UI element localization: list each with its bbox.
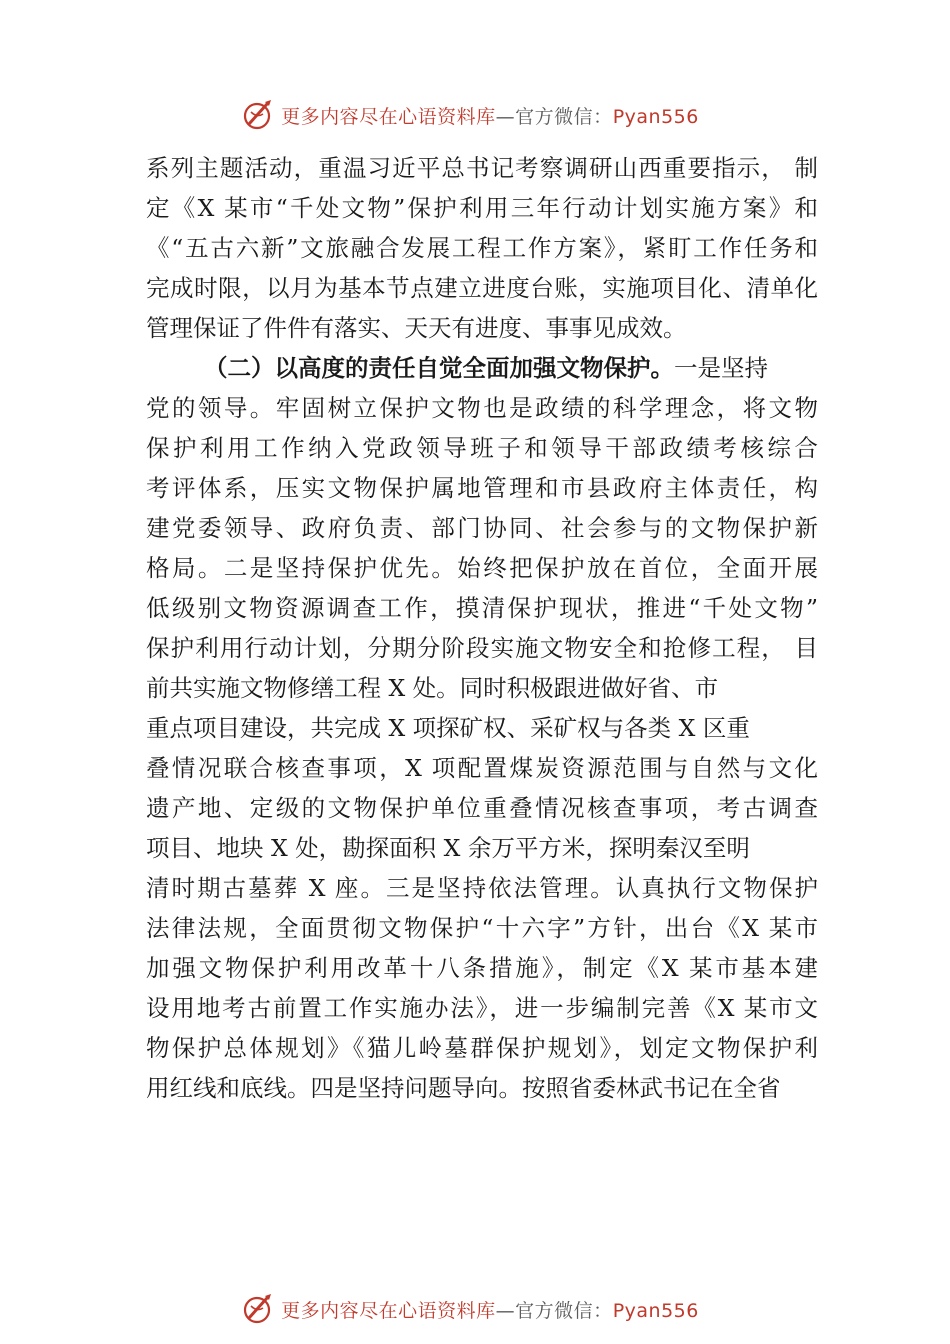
paragraph-line: 考评体系，压实文物保护属地管理和市县政府主体责任，构	[146, 474, 818, 502]
paragraph-line: 遗产地、定级的文物保护单位重叠情况核查事项，考古调查	[146, 794, 818, 822]
paragraph-line: 管理保证了件件有落实、天天有进度、事事见成效。	[146, 314, 687, 342]
section-heading-tail: 一是坚持	[674, 354, 768, 382]
watermark-text: 更多内容尽在心语资料库—官方微信：Pyan556	[281, 1299, 699, 1322]
paragraph-line: 保护利用行动计划，分期分阶段实施文物安全和抢修工程， 目	[146, 634, 818, 662]
paragraph-line: 系列主题活动，重温习近平总书记考察调研山西重要指示， 制	[146, 154, 818, 182]
header-watermark	[0, 95, 950, 135]
section-heading: （二）以高度的责任自觉全面加强文物保护。	[204, 354, 674, 382]
paragraph-line: 重点项目建设，共完成 X 项探矿权、采矿权与各类 X 区重	[146, 714, 750, 742]
paragraph-line: 清时期古墓葬 X 座。三是坚持依法管理。认真执行文物保护	[146, 874, 818, 902]
paragraph-line: 建党委领导、政府负责、部门协同、社会参与的文物保护新	[146, 514, 818, 542]
paragraph-line: 法律法规，全面贯彻文物保护“十六字”方针，出台《X 某市	[146, 914, 818, 942]
paragraph-line: 叠情况联合核查事项，X 项配置煤炭资源范围与自然与文化	[146, 754, 818, 782]
paragraph-line: 《“五古六新”文旅融合发展工程工作方案》，紧盯工作任务和	[146, 234, 818, 262]
paragraph-line: 党的领导。牢固树立保护文物也是政绩的科学理念，将文物	[146, 394, 818, 422]
paragraph-line: 完成时限，以月为基本节点建立进度台账，实施项目化、清单化	[146, 274, 818, 302]
paragraph-line: 用红线和底线。四是坚持问题导向。按照省委林武书记在全省	[146, 1074, 781, 1102]
paragraph-line: 加强文物保护利用改革十八条措施》，制定《X 某市基本建	[146, 954, 818, 982]
watermark-text: 更多内容尽在心语资料库—官方微信：Pyan556	[281, 105, 699, 128]
brush-pen-logo-icon	[241, 98, 275, 132]
paragraph-line: 项目、地块 X 处，勘探面积 X 余万平方米，探明秦汉至明	[146, 834, 750, 862]
section-heading-line	[146, 348, 818, 388]
footer-watermark	[0, 1289, 950, 1329]
brush-pen-logo-icon	[241, 1292, 275, 1326]
paragraph-line: 物保护总体规划》《猫儿岭墓群保护规划》，划定文物保护利	[146, 1034, 818, 1062]
paragraph-line: 定《X 某市“千处文物”保护利用三年行动计划实施方案》和	[146, 194, 818, 222]
paragraph-line: 格局。二是坚持保护优先。始终把保护放在首位，全面开展	[146, 554, 818, 582]
paragraph-line: 保护利用工作纳入党政领导班子和领导干部政绩考核综合	[146, 434, 818, 462]
paragraph-line: 设用地考古前置工作实施办法》，进一步编制完善《X 某市文	[146, 994, 818, 1022]
paragraph-line: 前共实施文物修缮工程 X 处。同时积极跟进做好省、市	[146, 674, 719, 702]
document-body	[146, 148, 818, 1108]
paragraph-line: 低级别文物资源调查工作，摸清保护现状，推进“千处文物”	[146, 594, 818, 622]
